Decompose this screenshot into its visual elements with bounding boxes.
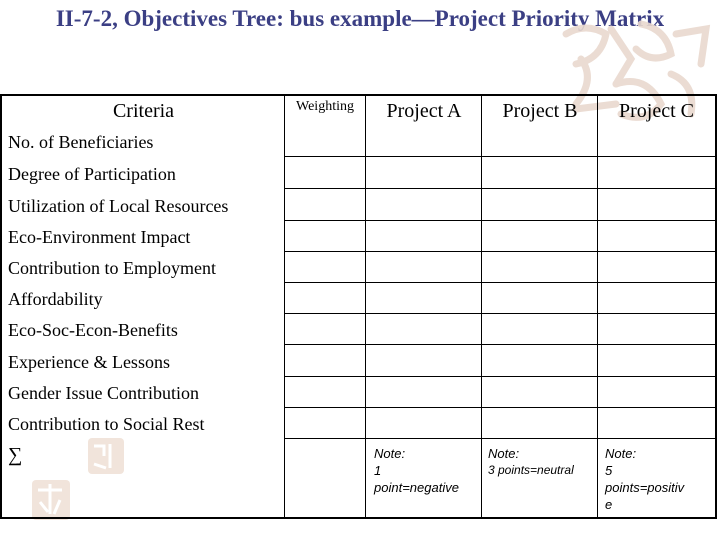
grid-line [285,376,715,377]
sum-symbol: ∑ [8,444,23,466]
criteria-row-label: Affordability [8,289,103,309]
note-label: Note: [374,446,406,461]
grid-line [285,156,715,157]
grid-line [285,313,715,314]
criteria-row-label: No. of Beneficiaries [8,132,154,152]
note-label: Note: [605,446,637,461]
grid-line [285,344,715,345]
criteria-row-label: Experience & Lessons [8,352,170,372]
grid-line [285,282,715,283]
grid-line [481,96,482,517]
criteria-row-label: Utilization of Local Resources [8,196,229,216]
note-text: 1 [374,463,382,478]
grid-line [285,407,715,408]
note-project-b [488,445,594,479]
grid-line [597,96,598,517]
note-text: 3 points=neutral [488,463,574,477]
grid-line [285,251,715,252]
header-criteria: Criteria [112,100,175,122]
note-text: points=positiv [605,480,685,495]
grid-line [284,96,285,517]
note-label: Note: [488,446,520,461]
criteria-row-label: Eco-Environment Impact [8,227,191,247]
note-project-a [374,445,478,496]
criteria-row-label: Contribution to Employment [8,258,216,278]
grid-line [285,438,715,439]
grid-line [365,96,366,517]
criteria-row-label: Degree of Participation [8,164,176,184]
criteria-row-label: Contribution to Social Rest [8,414,205,434]
criteria-row-label: Gender Issue Contribution [8,383,199,403]
priority-matrix [0,94,717,519]
note-text: point=negative [374,480,459,495]
note-project-c [605,445,705,513]
grid-line [285,188,715,189]
grid-line [285,220,715,221]
header-weighting: Weighting [296,99,354,114]
note-text: 5 [605,463,613,478]
slide-title: II-7-2, Objectives Tree: bus example—Project Priority Matrix [55,6,665,31]
header-project-c: Project C [619,100,694,122]
note-text: e [605,497,613,512]
criteria-row-label: Eco-Soc-Econ-Benefits [8,320,178,340]
header-project-b: Project B [502,100,578,122]
header-project-a: Project A [386,100,462,122]
